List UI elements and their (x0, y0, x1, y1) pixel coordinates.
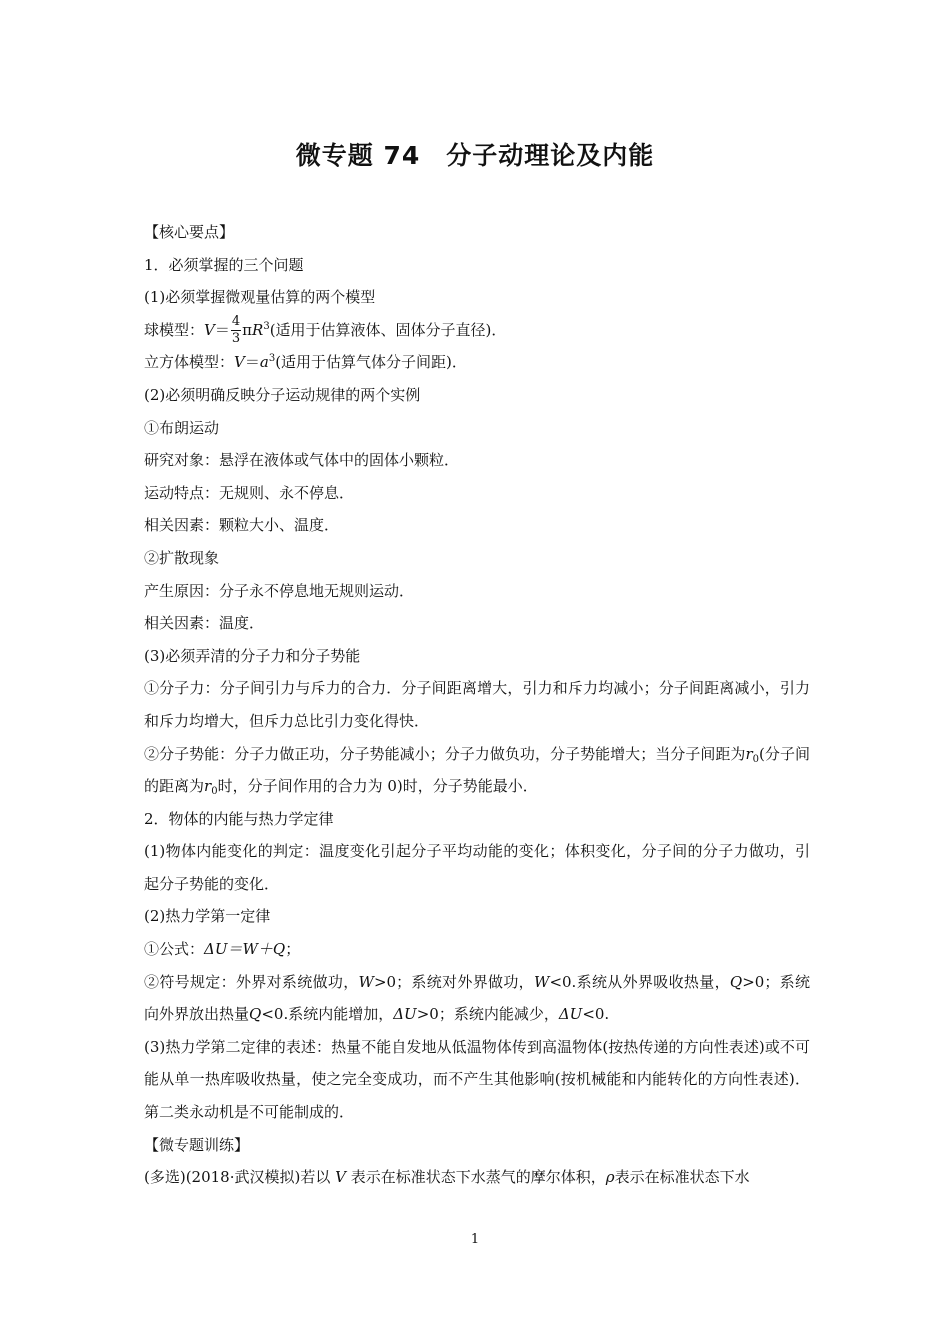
first-law-formula-line: ①公式：ΔU＝W＋Q； (144, 940, 301, 959)
first-law-formula: ΔU＝W＋Q (204, 940, 286, 959)
page-title: 微专题 74 分子动理论及内能 (295, 141, 655, 170)
internal-energy-paragraph: (1)物体内能变化的判定：温度变化引起分子平均动能的变化；体积变化，分子间的分子力做功，引起分子势能的变化． (144, 842, 810, 893)
text-line: 研究对象：悬浮在液体或气体中的固体小颗粒． (144, 451, 460, 470)
second-law-paragraph: (3)热力学第二定律的表述：热量不能自发地从低温物体传到高温物体(按热传递的方向性表述)或不可能从单一热库吸收热量，使之完全变成功，而不产生其他影响(按机械能和内能转化的方向性表述)．第二类永动机是不可能制成的． (144, 1037, 810, 1122)
section-heading: 【核心要点】 (144, 223, 235, 241)
text-line: ②扩散现象 (144, 548, 220, 567)
section-heading: 【微专题训练】 (144, 1135, 250, 1154)
cube-model-line: 立方体模型：$V=a^3$(适用于估算气体分子间距)． (144, 353, 467, 372)
document-body (144, 216, 810, 1194)
text-line: ①布朗运动 (144, 418, 220, 437)
text-line: 1．必须掌握的三个问题 (144, 255, 304, 274)
text-line: 相关因素：温度． (144, 614, 265, 633)
text-line: (3)必须弄清的分子力和分子势能 (144, 646, 361, 665)
potential-energy-paragraph: ②分子势能：分子力做正功，分子势能减小；分子力做负功，分子势能增大；当分子间距为$r_0$(分子间的距离为$r_0$时，分子间作用的合力为 0)时，分子势能最小． (144, 744, 810, 798)
formula-var: V (204, 320, 215, 339)
text-line: 运动特点：无规则、永不停息． (144, 483, 355, 502)
text-line: (1)必须掌握微观量估算的两个模型 (144, 288, 376, 307)
fraction: $\frac{4}{3}$ (231, 314, 241, 347)
text-line: (2)必须明确反映分子运动规律的两个实例 (144, 385, 421, 404)
molecular-force-paragraph: ①分子力：分子间引力与斥力的合力．分子间距离增大，引力和斥力均减小；分子间距离减小，引力和斥力均增大，但斥力总比引力变化得快． (144, 679, 810, 730)
text-line: 产生原因：分子永不停息地无规则运动． (144, 581, 415, 600)
page-number: 1 (470, 1232, 480, 1247)
text-line: 相关因素：颗粒大小、温度． (144, 516, 340, 535)
text-line: (2)热力学第一定律 (144, 907, 271, 926)
sphere-model-line: 球模型：V＝ $\frac{4}{3}$ $\pi R^3$(适用于估算液体、固体分子直径)． (144, 314, 507, 347)
text-line: 2．物体的内能与热力学定律 (144, 809, 334, 828)
sign-convention-paragraph: ②符号规定：外界对系统做功，W>0；系统对外界做功，W<0.系统从外界吸收热量，Q>0；系统向外界放出热量Q<0.系统内能增加，ΔU>0；系统内能减少，ΔU<0. (144, 972, 810, 1024)
question-line: (多选)(2018·武汉模拟)若以 V 表示在标准状态下水蒸气的摩尔体积，ρ表示在标准状态下水 (144, 1168, 750, 1187)
